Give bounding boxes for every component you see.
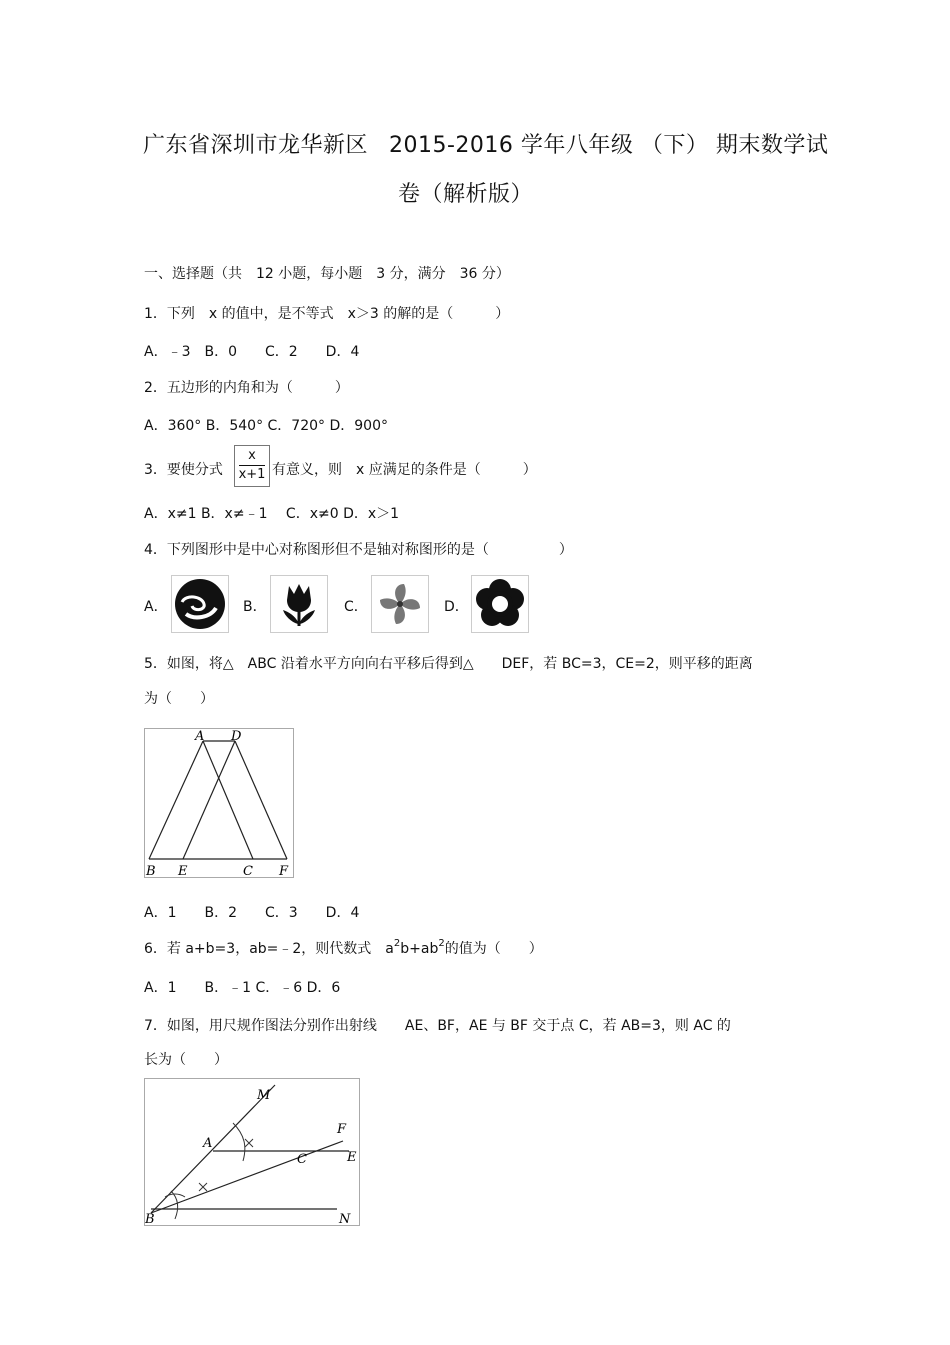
title-line1-part1: 广东省深圳市龙华新区: [143, 133, 369, 158]
q7-stem-line2: 长为（ ）: [144, 1052, 228, 1068]
q7-label-b: B: [145, 1212, 155, 1225]
q6-stem-suffix: 的值为（ ）: [444, 941, 543, 957]
q7-label-a: A: [203, 1136, 213, 1151]
q6-superscript-2: 2: [438, 938, 445, 949]
section-heading: 一、选择题（共 12 小题，每小题 3 分，满分 36 分）: [144, 266, 510, 282]
q1-stem: 1．下列 x 的值中，是不等式 x＞3 的解的是（ ）: [144, 306, 510, 322]
title-line2: 卷（解析版）: [398, 182, 534, 207]
q6-options: A．1 B．﹣1 C．﹣6 D．6: [144, 980, 341, 996]
q5-label-c: C: [243, 864, 253, 877]
pinwheel-figure-icon: [371, 575, 429, 633]
q3-stem-prefix: 3．要使分式: [144, 462, 223, 478]
q5-label-f: F: [279, 864, 289, 877]
q7-label-n: N: [339, 1212, 351, 1225]
q5-options: A．1 B．2 C．3 D．4: [144, 905, 360, 921]
q5-label-b: B: [146, 864, 156, 877]
q6-superscript-1: 2: [393, 938, 401, 949]
q7-stem-line1: 7．如图，用尺规作图法分别作出射线 AE、BF，AE 与 BF 交于点 C，若 AB=3，则 AC 的: [144, 1018, 731, 1034]
q7-label-f: F: [337, 1122, 347, 1137]
q5-stem-line2: 为（ ）: [144, 691, 214, 707]
q7-label-e: E: [347, 1150, 357, 1165]
tulip-figure-icon: [270, 575, 328, 633]
q7-label-m: M: [257, 1088, 271, 1103]
q1-options: A．﹣3 B．0 C．2 D．4: [144, 344, 360, 360]
yin-yang-figure-icon: [171, 575, 229, 633]
q5-translation-figure: [144, 728, 294, 878]
q4-label-a: A．: [144, 599, 168, 615]
q7-label-c: C: [297, 1152, 307, 1167]
q3-fraction-denominator: x+1: [238, 467, 266, 482]
q5-label-e: E: [178, 864, 188, 877]
flower-figure-icon: [471, 575, 529, 633]
q4-stem: 4．下列图形中是中心对称图形但不是轴对称图形的是（ ）: [144, 542, 573, 558]
q3-options: A．x≠1 B．x≠﹣1 C．x≠0 D．x＞1: [144, 506, 400, 522]
q2-options: A．360° B．540° C．720° D．900°: [144, 418, 388, 434]
q3-fraction-numerator: x: [248, 448, 256, 463]
q6-stem: [144, 938, 543, 958]
q4-label-b: B．: [243, 599, 267, 615]
q4-label-c: C．: [344, 599, 368, 615]
q6-stem-prefix: 6．若 a+b=3，ab=﹣2，则代数式 a: [144, 941, 394, 957]
q5-label-a: A: [195, 729, 205, 744]
q3-stem-suffix: 有意义，则 x 应满足的条件是（ ）: [272, 462, 537, 478]
q5-label-d: D: [231, 729, 242, 744]
title-line1-part2: 2015-2016 学年八年级 （下） 期末数学试: [389, 133, 829, 158]
q6-stem-mid: b+ab: [400, 941, 439, 957]
q5-stem-line1: 5．如图，将△ ABC 沿着水平方向向右平移后得到△ DEF，若 BC=3，CE=2，则平移的距离: [144, 656, 753, 672]
q7-ruler-compass-figure: [144, 1078, 360, 1226]
q3-fraction-bar: [239, 465, 265, 466]
q4-label-d: D．: [444, 599, 469, 615]
q2-stem: 2．五边形的内角和为（ ）: [144, 380, 349, 396]
q3-fraction: [234, 445, 270, 487]
